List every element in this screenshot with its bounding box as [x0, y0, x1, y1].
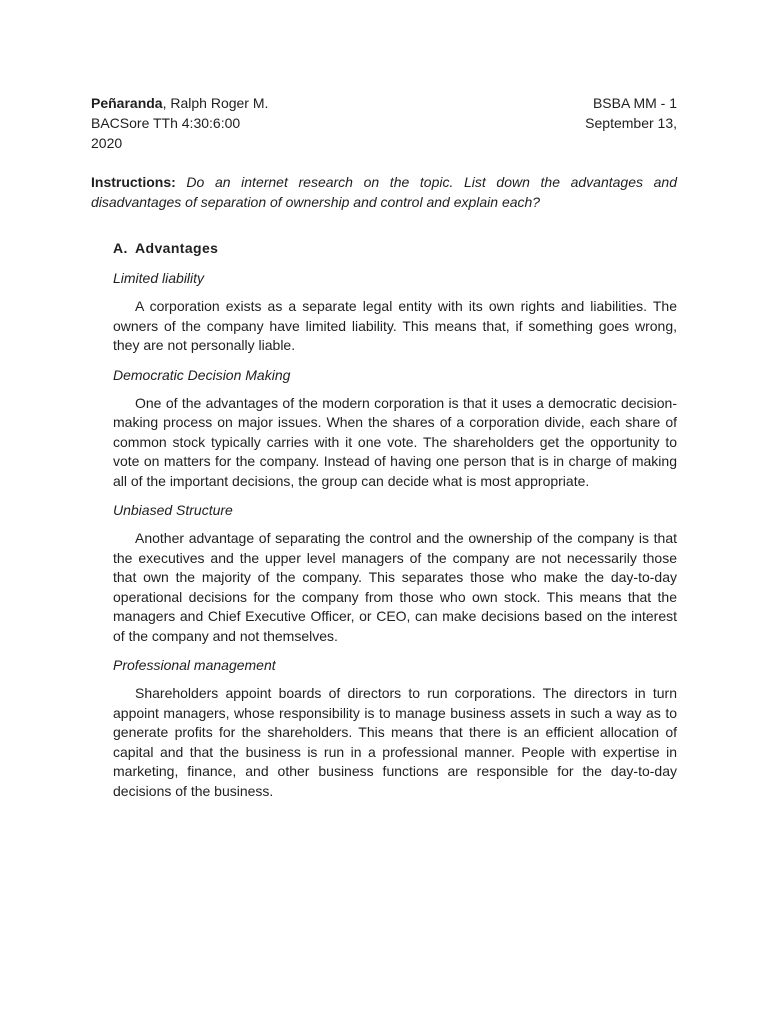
course-info: [567, 93, 677, 133]
instructions-block: [91, 172, 677, 212]
student-given-name: , Ralph Roger M.: [162, 95, 269, 111]
document-year: 2020: [91, 135, 123, 151]
document-date: September 13,: [585, 115, 677, 131]
section-title: Advantages: [135, 240, 219, 256]
course-code: BSBA MM - 1: [592, 95, 677, 111]
paragraph-limited-liability: A corporation exists as a separate legal entity with its own rights and liabilities. The owners of the company have limited liability. This means that, if something goes wrong, they are not personally liable.: [113, 298, 677, 353]
subheading-unbiased-structure: Unbiased Structure: [113, 502, 233, 518]
instructions-label: Instructions:: [91, 174, 176, 190]
student-info: [91, 93, 451, 153]
student-name-line: [91, 93, 451, 113]
subheading-democratic-decision-making: Democratic Decision Making: [113, 366, 291, 383]
class-schedule: BACSore TTh 4:30:6:00: [91, 115, 241, 131]
section-heading: [113, 238, 677, 258]
section-letter: A.: [113, 240, 128, 256]
subheading-professional-management: Professional management: [113, 657, 276, 673]
paragraph-professional-management: Shareholders appoint boards of directors to run corporations. The directors in turn appoint managers, whose responsibility is to manage business assets in such a way as to generate profits for the shareholders. This means that there is an efficient allocation of capital and that the business is run in a professional manner. People with expertise in marketing, finance, and other business functions are responsible for the day-to-day decisions of the business.: [113, 685, 677, 799]
student-surname: Peñaranda: [91, 95, 163, 111]
subheading-limited-liability: Limited liability: [113, 270, 205, 286]
instructions-text: Do an internet research on the topic. List down the advantages and disadvantages of separation of ownership and control and explain each?: [91, 174, 677, 210]
paragraph-democratic-decision-making: One of the advantages of the modern corporation is that it uses a democratic decision-making process on major issues. When the shares of a corporation divide, each share of common stock typically carries with it one vote. The shareholders get the opportunity to vote on matters for the company. Instead of having one person that is in charge of making all of the important decisions, the group can decide what is most appropriate.: [113, 394, 677, 489]
paragraph-unbiased-structure: Another advantage of separating the control and the ownership of the company is that the executives and the upper level managers of the company are not necessarily those that own the majority of the company. This separates those who make the day-to-day operational decisions for the company from those who own stock. This means that the managers and Chief Executive Officer, or CEO, can make decisions based on the interest of the company and not themselves.: [113, 530, 677, 644]
advantages-section: [113, 238, 677, 810]
